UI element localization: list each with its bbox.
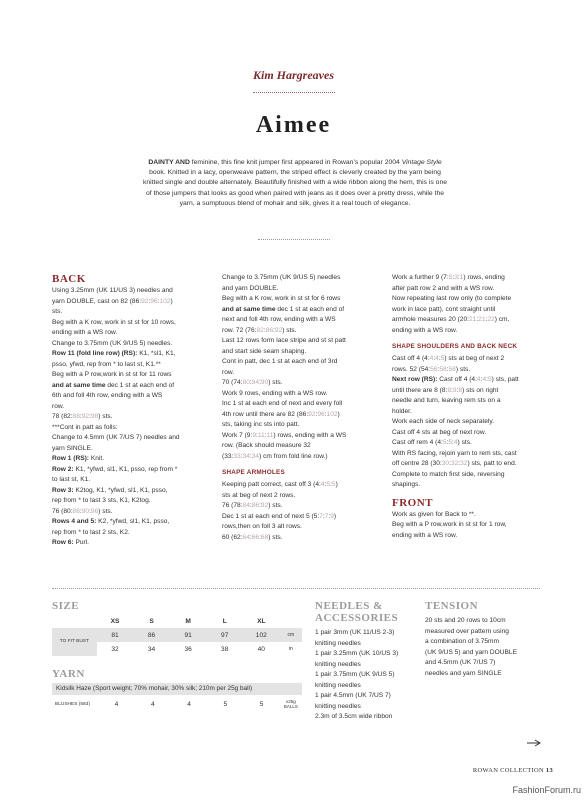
needles-item: 1 pair 3.25mm (UK 10/US 3) [315,650,399,657]
section-divider [52,588,540,589]
bust-cm-value: 86 [133,628,170,642]
yarn-shade: BLUSHES (583) [55,701,90,707]
back-heading: BACK [52,273,86,285]
tension-line: and 4.5mm (UK 7/US 7) [425,659,496,666]
unit-cm: cm [280,628,302,642]
shoulder-instructions [392,354,552,491]
instruction-line: after patt row 2 and with a WS row. [392,284,495,292]
bust-in-value: 40 [257,645,265,653]
instruction-line: psso, yfwd, rep from * to last st, K1.** [52,360,161,368]
intro-text-2: book. Knitted in a lacy, openweave pattern, the striped effect is cleverly created by the yarn being knitted single and double alternately. Beautifully finished with a wide ribbon along the hem, this is one of those jumpers that looks as good when paired with jeans as it does over a pretty dress, while the yarn, a sumptuous blend of mohair and silk, gives it a real touch of elegance. [142,169,448,207]
bust-in-value: 38 [221,645,229,653]
intro-paragraph [140,158,450,209]
size-table [52,614,302,656]
tension-text [425,616,545,679]
instruction-line: 76 (80:86:90:96) sts. [52,507,113,515]
instruction-line: until there are 8 (8:8:9:8) sts on right [392,386,499,394]
armhole-instructions [222,480,387,543]
front-heading: FRONT [392,496,433,509]
back-column [52,273,217,549]
unit-in: in [288,646,293,652]
page-number: 13 [545,767,553,774]
needles-section [315,600,415,723]
instruction-line: rep from * to last 3 sts, K1, K2tog. [52,497,151,504]
instruction-line: Work as given for Back to **. [392,510,476,518]
to-fit-bust-label: TO FIT BUST [52,628,97,656]
back-instructions [52,286,217,549]
tension-line: a combination of 3.75mm [425,638,500,645]
instruction-line: and start side seam shaping. [222,347,307,355]
instruction-line: 76 (78:84:86:92) sts. [222,502,283,509]
instruction-line: Row 2: K1, *yfwd, sl1, K1, psso, rep from * [52,465,178,473]
instruction-line: yarn DOUBLE, cast on 82 (86:92:96:102) [52,297,173,305]
instruction-line: 6th and foll 4th row, ending with a WS [52,392,163,399]
instruction-line: Cast off rem 4 (4:5:5:4) sts. [392,439,472,446]
needles-heading-2: ACCESSORIES [315,612,399,624]
size-m: M [185,617,191,625]
size-xl: XL [257,617,266,625]
instruction-line: ending with a WS row. [392,531,458,539]
needles-item: knitting needles [315,681,361,689]
instruction-line: ending with a WS row. [392,326,458,334]
instruction-line: Row 6: Purl. [52,539,90,546]
instruction-line: Inc 1 st at each end of next and every foll [222,400,343,407]
instruction-line: 4th row until there are 82 (86:92:96:102) [222,410,340,418]
yarn-quantity: 5 [259,700,264,708]
bust-in-value: 34 [147,645,156,653]
instruction-line: Now repeating last row only (to complete [392,295,512,302]
instruction-line: Work 9 rows, ending with a WS row. [222,389,328,397]
instruction-line: row. 72 (76:82:86:92) sts. [222,326,297,334]
instruction-line: Change to 4.5mm (UK 7/US 7) needles and [52,434,180,441]
instruction-line: Last 12 rows form lace stripe and st st patt [222,337,346,344]
instruction-line: rows,then on foll 3 alt rows. [222,523,302,530]
bust-cm-value: 97 [206,628,243,642]
instruction-line: and at same time dec 1 st at each end of [52,381,175,389]
right-column [392,273,552,541]
footer-magazine: ROWAN COLLECTION [472,767,544,774]
instruction-line: Change to 3.75mm (UK 9/US 5) needles [222,274,341,281]
instruction-line: row. [52,402,65,410]
designer-name: Kim Hargreaves [253,68,334,82]
needles-item: knitting needles [315,702,361,710]
back-continued-instructions [222,273,387,462]
yarn-quantity: 4 [187,700,191,708]
instruction-line: Using 3.25mm (UK 11/US 3) needles and [52,287,173,294]
size-xs: XS [110,617,120,625]
yarn-quantity: 4 [114,700,119,708]
yarn-quantity: 5 [223,700,228,708]
watermark: FashionForum.ru [512,785,581,795]
needles-item: 2.3m of 3.5cm wide ribbon [315,713,393,720]
instruction-line: sts at beg of next 2 rows. [222,491,296,499]
shape-shoulders-heading: SHAPE SHOULDERS AND BACK NECK [392,343,518,350]
instruction-line: Work each side of neck separately. [392,418,495,425]
instruction-line: Cast off 4 sts at beg of next row. [392,428,487,436]
instruction-line: rep from * to last 2 sts, K2. [52,528,130,536]
instruction-line: Work 7 (9:9:11:11) rows, ending with a WS [222,431,347,439]
instruction-line: needle and turn, leaving rem sts on a [392,397,501,404]
instruction-line: holder. [392,407,412,415]
yarn-description: Kidsilk Haze (Sport weight; 70% mohair, 30% silk; 210m per 25g ball) [52,683,302,695]
middle-column [222,273,387,543]
yarn-heading: YARN [52,668,85,680]
needles-list [315,628,415,723]
instruction-line: row. [222,368,235,376]
instruction-line: With RS facing, rejoin yarn to rem sts, cast [392,449,517,457]
bust-in-value: 32 [111,645,119,653]
bust-cm-value: 91 [170,628,207,642]
instruction-line: Work a further 9 (7:5:3:1) rows, ending [392,274,505,281]
instruction-line: Dec 1 st at each end of next 5 (5:7:7:9) [222,512,337,520]
intro-divider [258,239,330,240]
continue-arrow-icon [526,739,542,747]
instruction-line: Beg with a K row, work in st st for 6 rows [222,295,341,302]
instruction-line: row. (Back should measure 32 [222,442,311,449]
tension-section [425,600,545,679]
intro-book-title: Vintage Style [401,159,442,166]
yarn-unit: x25g BALLS [283,699,298,709]
instruction-line: sts, taking inc sts into patt. [222,421,300,428]
tension-line: needles and yarn SINGLE [425,669,502,677]
footer [473,767,553,774]
instruction-line: Cont in patt, dec 1 st at each end of 3rd [222,358,338,365]
needles-item: knitting needles [315,660,361,668]
instruction-line: rows. 52 (54:56:58:58) sts. [392,365,471,373]
instruction-line: yarn SINGLE. [52,444,93,452]
bust-cm-value: 81 [97,628,134,642]
shape-armholes-heading: SHAPE ARMHOLES [222,469,285,476]
instruction-line: Change to 3.75mm (UK 9/US 5) needles. [52,339,173,347]
size-l: L [222,617,227,625]
instruction-line: 78 (82:88:92:98) sts. [52,413,113,420]
instruction-line: Complete to match first side, reversing [392,470,505,478]
instruction-line: work in lace patt), cont straight until [392,305,496,313]
instruction-line: Beg with a P row,work in st st for 11 rows [52,371,172,378]
tension-line: measured over pattern using [425,627,509,635]
instruction-line: Row 3: K2tog, K1, *yfwd, sl1, K1, psso, [52,486,168,494]
instruction-line: Row 1 (RS): Knit. [52,455,105,462]
bust-in-value: 36 [184,645,192,653]
size-s: S [149,617,154,625]
needles-item: 1 pair 3.75mm (UK 9/US 5) [315,671,395,678]
instruction-line: Rows 4 and 5: K2, *yfwd, sl1, K1, psso, [52,518,170,525]
tension-line: (UK 9/US 5) and yarn DOUBLE [425,648,517,656]
bust-cm-value: 102 [243,628,280,642]
instruction-line: 70 (74:80:84:90) sts. [222,379,283,386]
yarn-quantity: 4 [150,700,155,708]
armhole-continued-instructions [392,273,552,336]
needles-item: knitting needles [315,639,361,647]
instruction-line: Beg with a P row,work in st st for 1 row, [392,521,507,528]
tension-line: 20 sts and 20 rows to 10cm [425,617,506,624]
needles-item: 1 pair 3mm (UK 11/US 2-3) [315,629,395,636]
instruction-line: ending with a WS row. [52,329,118,336]
instruction-line: Next row (RS): Cast off 4 (4:4:4:5) sts, patt [392,376,519,383]
instruction-line: and yarn DOUBLE. [222,284,279,292]
instruction-line: ***Cont in patt as folls: [52,423,118,431]
instruction-line: Keeping patt correct, cast off 3 (4:4:5:5) [222,481,338,488]
instruction-line: off centre 28 (30:30:32:32) sts, patt to end. [392,460,517,467]
yarn-table [52,697,302,711]
tension-heading: TENSION [425,600,479,612]
instruction-line: sts. [52,308,63,315]
instruction-line: to last st, K1. [52,476,91,483]
instruction-line: next and foll 4th row, ending with a WS [222,316,336,323]
instruction-line: and at same time dec 1 st at each end of [222,305,345,313]
instruction-line: (33:33:34:34) cm from fold line row.) [222,452,328,460]
needles-item: 1 pair 4.5mm (UK 7/US 7) [315,692,391,699]
intro-text-1: feminine, this fine knit jumper first appeared in Rowan’s popular 2004 [189,159,402,166]
pattern-title: Aimee [255,112,332,138]
size-heading: SIZE [52,600,80,612]
needles-heading-1: NEEDLES & [315,600,383,612]
front-instructions [392,510,552,542]
instruction-line: 60 (62:64:66:68) sts. [222,533,283,541]
intro-lead: DAINTY AND [148,159,190,166]
instruction-line: Row 11 (fold line row) (RS): K1, *sl1, K1, [52,350,176,357]
header-divider [253,92,335,93]
instruction-line: shapings. [392,481,421,488]
instruction-line: armhole measures 20 (20:21:21:22) cm, [392,316,510,323]
instruction-line: Cast off 4 (4:4:4:5) sts at beg of next 2 [392,355,505,362]
instruction-line: Beg with a K row, work in st st for 10 rows, [52,318,176,326]
